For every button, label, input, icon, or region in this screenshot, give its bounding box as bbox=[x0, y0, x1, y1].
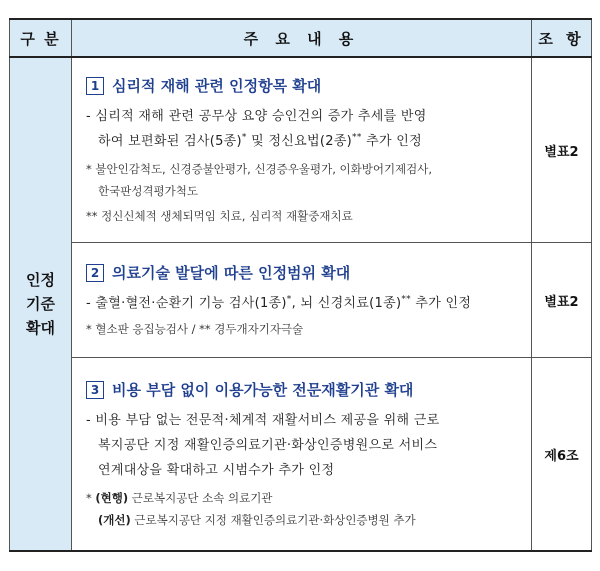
section-2-bullet: - 출혈·혈전·순환기 기능 검사(1종)*, 뇌 신경치료(1종)** 추가 인정 bbox=[86, 294, 472, 311]
section-3-bullet-line-3: 연계대상을 확대하고 시범수가 추가 인정 bbox=[98, 463, 335, 478]
section-2-note: * 혈소판 응집능검사 / ** 경두개자기자극술 bbox=[86, 322, 304, 336]
section-2-content bbox=[72, 243, 532, 358]
header-content: 주 요 내 용 bbox=[72, 19, 532, 57]
header-category: 구 분 bbox=[10, 19, 72, 57]
header-article: 조 항 bbox=[532, 19, 592, 57]
table-row-section-2 bbox=[10, 243, 592, 358]
section-3-content bbox=[72, 358, 532, 552]
section-2-article: 별표2 bbox=[532, 243, 592, 358]
category-line-2: 기준 bbox=[26, 295, 55, 313]
section-1-number: 1 bbox=[86, 77, 104, 95]
section-2-number: 2 bbox=[86, 264, 104, 282]
section-3-title-text: 비용 부담 없이 이용가능한 전문재활기관 확대 bbox=[112, 381, 414, 399]
section-1-note-2: ** 정신신체적 생체되먹임 치료, 심리적 재활중재치료 bbox=[86, 209, 353, 223]
table-row-section-3 bbox=[10, 358, 592, 552]
section-3-bullet-line-2: 복지공단 지정 재활인증의료기관·화상인증병원으로 서비스 bbox=[98, 438, 438, 453]
section-3-title bbox=[86, 379, 521, 400]
table-row-section-1 bbox=[10, 57, 592, 243]
section-1-bullet-line-1: - 심리적 재해 관련 공무상 요양 승인건의 증가 추세를 반영 bbox=[86, 109, 427, 124]
section-3-number: 3 bbox=[86, 381, 104, 399]
section-1-title-text: 심리적 재해 관련 인정항목 확대 bbox=[112, 77, 322, 95]
section-1-article: 별표2 bbox=[532, 57, 592, 243]
section-1-note-1-line-1: * 불안인감척도, 신경증불안평가, 신경증우울평가, 이화방어기제검사, bbox=[86, 162, 433, 176]
section-3-note-current: * (현행) 근로복지공단 소속 의료기관 bbox=[86, 491, 273, 505]
section-1-bullet-line-2: 하여 보편화된 검사(5종)* 및 정신요법(2종)** 추가 인정 bbox=[98, 132, 422, 149]
category-cell bbox=[10, 57, 72, 551]
section-3-article: 제6조 bbox=[532, 358, 592, 552]
section-2-title-text: 의료기술 발달에 따른 인정범위 확대 bbox=[112, 264, 351, 282]
section-2-title bbox=[86, 262, 521, 283]
section-3-note-improved: (개선) 근로복지공단 지정 재활인증의료기관·화상인증병원 추가 bbox=[98, 513, 416, 527]
section-1-title bbox=[86, 75, 521, 96]
section-1-note-1-line-2: 한국판성격평가척도 bbox=[98, 184, 198, 198]
policy-table bbox=[9, 18, 592, 552]
category-line-3: 확대 bbox=[26, 319, 55, 337]
section-3-bullet-line-1: - 비용 부담 없는 전문적·체계적 재활서비스 제공을 위해 근로 bbox=[86, 413, 440, 428]
category-line-1: 인정 bbox=[26, 271, 55, 289]
table-header-row bbox=[10, 19, 592, 57]
section-1-content bbox=[72, 57, 532, 243]
